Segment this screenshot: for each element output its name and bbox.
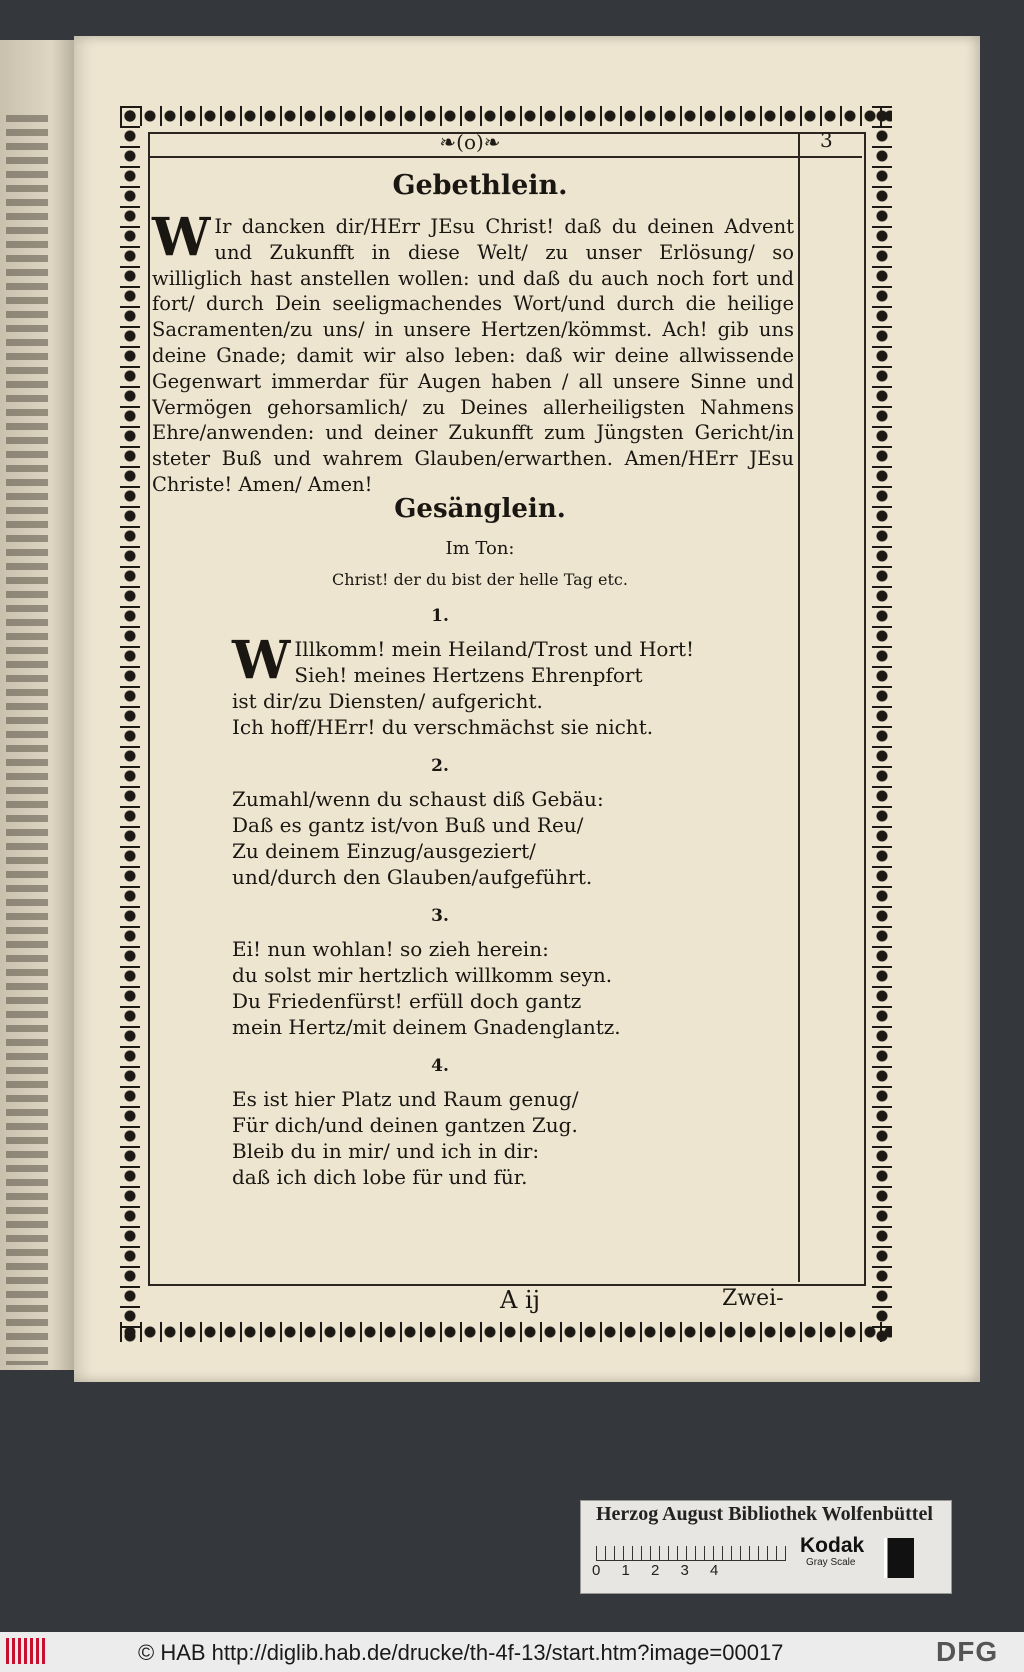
verse-line: daß ich dich lobe für und für. [232, 1165, 528, 1189]
verse-initial: W [232, 630, 291, 691]
margin-rule [798, 132, 800, 1282]
verse-line: Bleib du in mir/ und ich in dir: [232, 1139, 540, 1163]
header-ornament-mark: ❧(o)❧ [439, 130, 501, 154]
verse-number: 1. [431, 606, 449, 626]
catchword: Zwei- [722, 1286, 784, 1311]
verse-line: Es ist hier Platz und Raum genug/ [232, 1087, 579, 1111]
prayer-body: Ir dancken dir/HErr JEsu Christ! daß du deinen Advent und Zukunfft in diese Welt/ zu unser Erlösung/ so williglich hast anstellen wollen: und daß du auch noch fort und fort/ durch Dein seeligmachendes Wort/und durch die heilige Sacramenten/zu uns/ in unsere Hertzen/kömmst. Ach! gib uns deine Gnade; damit wir also leben: daß wir deine allwissende Gegenwart immerdar für Augen haben / all unsere Sinne und Vermögen gehorsamlich/ zu Deines allerheiligsten Nahmens Ehre/anwenden: und deiner Zukunfft zum Jüngsten Gericht/in steter Buß und wahrem Glauben/erwarthen. Amen/HErr JEsu Christe! Amen/ Amen! [152, 215, 794, 496]
tune-name: Christ! der du bist der helle Tag etc. [332, 570, 628, 589]
verse-number: 4. [431, 1056, 449, 1076]
verse-line: Zumahl/wenn du schaust diß Gebäu: [232, 787, 604, 811]
verse-line: Du Friedenfürst! erfüll doch gantz [232, 989, 582, 1013]
tune-label: Im Ton: [445, 538, 515, 559]
verse-line: Sieh! meines Hertzens Ehrenpfort [294, 663, 643, 687]
ornament-border-right [872, 106, 892, 1342]
gray-scale-patch [884, 1538, 914, 1578]
page-number: 3 [820, 128, 833, 152]
dfg-logo: DFG [936, 1636, 999, 1667]
left-page-ornament [6, 115, 48, 1365]
verse-line: Zu deinem Einzug/ausgeziert/ [232, 839, 536, 863]
verse-line: Ich hoff/HErr! du verschmächst sie nicht. [232, 715, 654, 739]
prayer-text [152, 207, 794, 498]
verse-4 [232, 1086, 752, 1190]
kodak-brand: Kodak [800, 1534, 865, 1557]
verse-line: ist dir/zu Diensten/ aufgericht. [232, 689, 543, 713]
ruler-numbers: 0 1 2 3 4 [592, 1562, 719, 1579]
verse-number: 2. [431, 756, 449, 776]
scale-ruler [596, 1532, 786, 1561]
library-name: Herzog August Bibliothek Wolfenbüttel [596, 1503, 933, 1525]
header-rule [148, 156, 862, 158]
footer-source-url[interactable]: © HAB http://diglib.hab.de/drucke/th-4f-13/start.htm?image=00017 [138, 1640, 784, 1665]
verse-line: Ei! nun wohlan! so zieh herein: [232, 937, 549, 961]
ornament-border-top [120, 106, 892, 126]
verse-line: Für dich/und deinen gantzen Zug. [232, 1113, 578, 1137]
verse-line: Illkomm! mein Heiland/Trost und Hort! [294, 637, 695, 661]
ornament-border-bottom [120, 1322, 892, 1342]
verse-line: und/durch den Glauben/aufgeführt. [232, 865, 593, 889]
verse-2 [232, 786, 752, 890]
verse-line: Daß es gantz ist/von Buß und Reu/ [232, 813, 584, 837]
verse-number: 3. [431, 906, 449, 926]
verse-line: mein Hertz/mit deinem Gnadenglantz. [232, 1015, 621, 1039]
prayer-initial: W [152, 207, 211, 268]
verse-1 [232, 630, 752, 740]
hab-logo-icon [6, 1638, 46, 1664]
verse-3 [232, 936, 752, 1040]
ornament-border-left [120, 106, 140, 1342]
verse-line: du solst mir hertzlich willkomm seyn. [232, 963, 613, 987]
hymn-title: Gesänglein. [394, 494, 566, 524]
prayer-title: Gebethlein. [392, 170, 568, 201]
gray-scale-label: Gray Scale [806, 1557, 856, 1568]
signature-mark: A ij [500, 1286, 541, 1314]
